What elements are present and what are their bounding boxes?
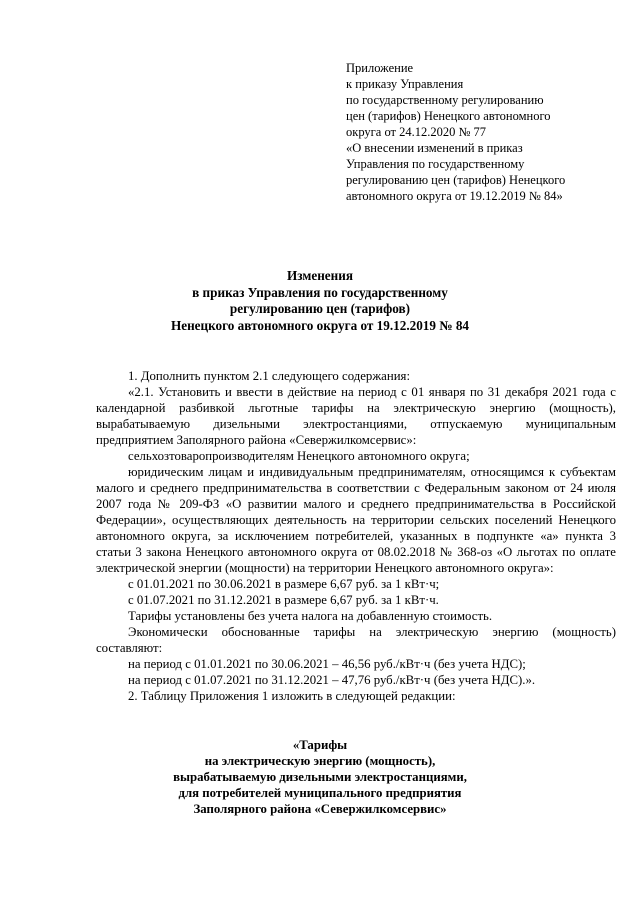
title-line: Изменения <box>287 268 353 283</box>
document-body <box>96 368 616 704</box>
tariff-heading <box>0 737 640 817</box>
appendix-line: регулированию цен (тарифов) Ненецкого <box>346 173 566 187</box>
paragraph-9: на период с 01.01.2021 по 30.06.2021 – 46,56 руб./кВт·ч (без учета НДС); <box>128 657 526 671</box>
tariff-line: «Тарифы <box>292 738 348 752</box>
paragraph-11: 2. Таблицу Приложения 1 изложить в следующей редакции: <box>128 689 456 703</box>
tariff-line: на электрическую энергию (мощность), <box>204 754 436 768</box>
paragraph-2: «2.1. Установить и ввести в действие на период с 01 января по 31 декабря 2021 года с календарной разбивкой льготные тарифы на электрическую энергию (мощность), вырабатываемую дизельными электростанциями, отпускаемую муниципальным предприятием Заполярного района «Севержилкомсервис»: <box>96 385 616 447</box>
appendix-line: Приложение <box>346 61 414 75</box>
title-line: регулированию цен (тарифов) <box>229 301 411 316</box>
title-line: в приказ Управления по государственному <box>192 284 448 300</box>
paragraph-6: с 01.07.2021 по 31.12.2021 в размере 6,67 руб. за 1 кВт·ч. <box>128 593 439 607</box>
paragraph-4: юридическим лицам и индивидуальным предпринимателям, относящимся к субъектам малого и среднего предпринимательства в соответствии с Федеральным законом от 24 июля 2007 года № 209-ФЗ «О развитии малого и среднего предпринимательства в Российской Федерации», осуществляющих деятельность на территории сельских поселений Ненецкого автономного округа, за исключением потребителей, указанных в подпункте «а» пункта 3 статьи 3 закона Ненецкого автономного округа от 08.02.2018 № 368-оз «О льготах по оплате электрической энергии (мощности) на территории Ненецкого автономного округа»: <box>96 465 616 575</box>
tariff-line: Заполярного района «Севержилкомсервис» <box>193 802 447 816</box>
appendix-line: «О внесении изменений в приказ <box>346 141 523 155</box>
paragraph-10: на период с 01.07.2021 по 31.12.2021 – 47,76 руб./кВт·ч (без учета НДС).». <box>128 673 536 687</box>
tariff-line: для потребителей муниципального предприятия <box>178 786 462 800</box>
appendix-line: по государственному регулированию <box>346 93 544 107</box>
appendix-header <box>346 60 614 204</box>
paragraph-5: с 01.01.2021 по 30.06.2021 в размере 6,67 руб. за 1 кВт·ч; <box>128 577 440 591</box>
paragraph-7: Тарифы установлены без учета налога на добавленную стоимость. <box>128 609 493 623</box>
appendix-line: к приказу Управления <box>346 77 464 91</box>
appendix-line: Управления по государственному <box>346 157 525 171</box>
paragraph-8: Экономически обоснованные тарифы на электрическую энергию (мощность) составляют: <box>96 625 616 655</box>
document-title <box>0 268 640 334</box>
appendix-line: округа от 24.12.2020 № 77 <box>346 125 487 139</box>
appendix-line: автономного округа от 19.12.2019 № 84» <box>346 189 563 203</box>
tariff-line: вырабатываемую дизельными электростанциями, <box>173 770 467 784</box>
appendix-line: цен (тарифов) Ненецкого автономного <box>346 109 551 123</box>
paragraph-3: сельхозтоваропроизводителям Ненецкого автономного округа; <box>128 449 470 463</box>
paragraph-1: 1. Дополнить пунктом 2.1 следующего содержания: <box>128 369 410 383</box>
title-line: Ненецкого автономного округа от 19.12.2019 № 84 <box>170 317 470 333</box>
